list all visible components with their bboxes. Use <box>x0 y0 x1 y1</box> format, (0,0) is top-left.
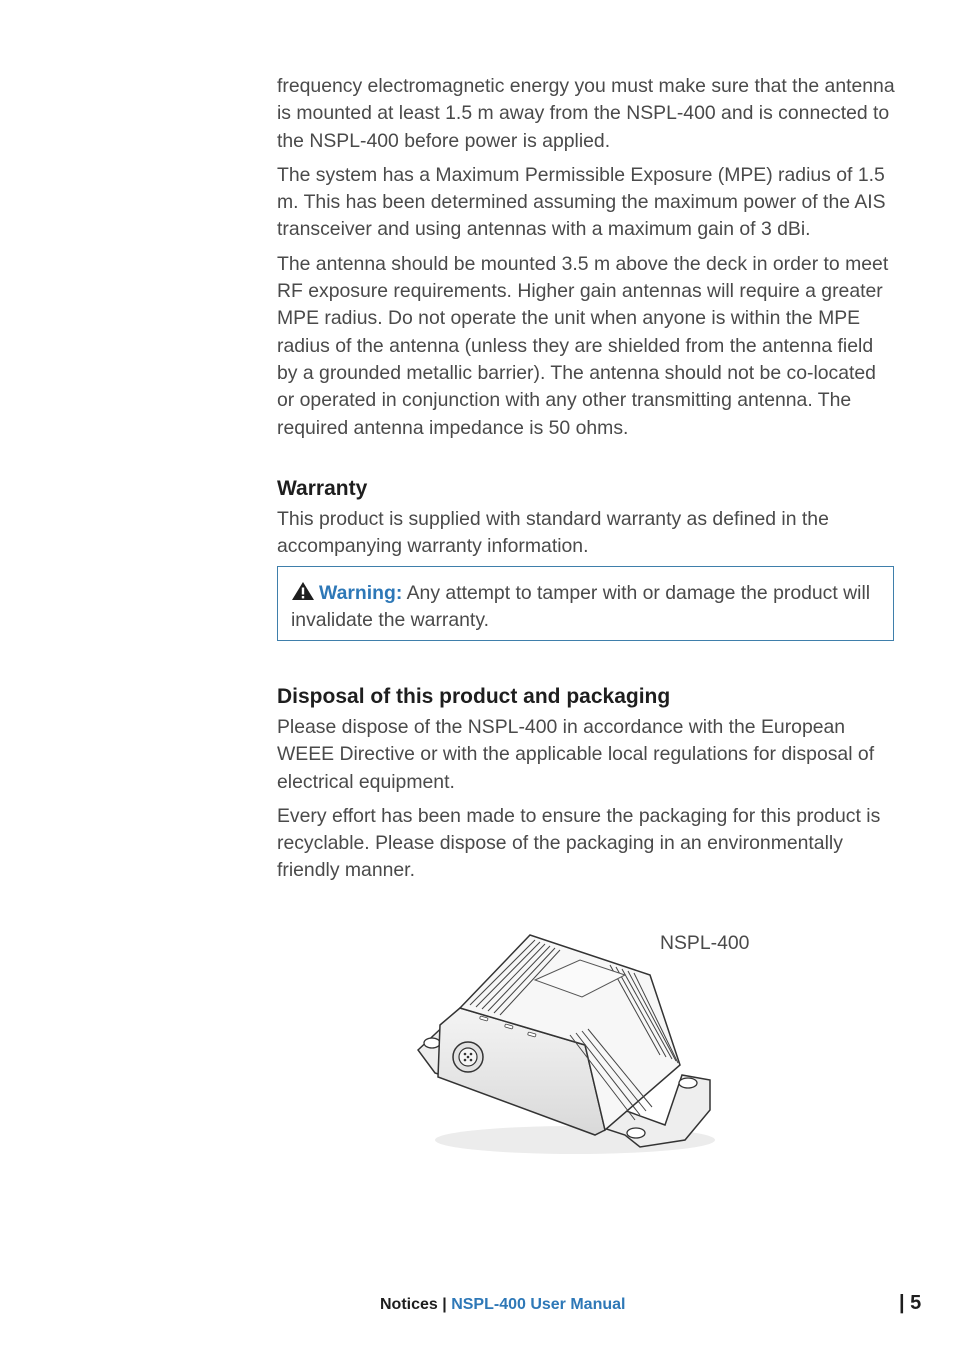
disposal-heading: Disposal of this product and packaging <box>277 685 671 708</box>
page-number-value: 5 <box>910 1292 922 1314</box>
warning-triangle-icon <box>291 581 315 601</box>
page-footer <box>380 1294 780 1316</box>
warranty-section <box>277 475 897 561</box>
warning-message: Any attempt to tamper with or damage the product will invalidate the warranty. <box>291 582 871 632</box>
disposal-section <box>277 683 897 885</box>
paragraph-antenna-mounting: The antenna should be mounted 3.5 m above the deck in order to meet RF exposure requirements. Higher gain antennas will require a greater MPE radius. Do not operate the unit when anyone is within the MPE radius of the antenna (unless they are shielded from the antenna field by a grounded metallic barrier). The antenna should not be co-located or operated in conjunction with any other transmitting antenna. The required antenna impedance is 50 ohms. <box>277 252 889 439</box>
warranty-text: This product is supplied with standard warranty as defined in the accompanying warranty information. <box>277 508 829 558</box>
intro-section <box>277 73 897 442</box>
figure-caption: NSPL-400 <box>660 932 750 954</box>
footer-section: Notices <box>380 1296 438 1313</box>
paragraph-weee: Please dispose of the NSPL-400 in accordance with the European WEEE Directive or with the applicable local regulations for disposal of electrical equipment. <box>277 716 875 793</box>
warning-content <box>291 580 881 635</box>
warning-label: Warning: <box>319 582 403 604</box>
footer-separator: | <box>442 1296 447 1313</box>
paragraph-rf-exposure: frequency electromagnetic energy you must make sure that the antenna is mounted at least 1.5 m away from the NSPL-400 and is connected to the NSPL-400 before power is applied. <box>277 75 895 152</box>
page-number-bar: | <box>899 1292 905 1314</box>
paragraph-mpe-radius: The system has a Maximum Permissible Exposure (MPE) radius of 1.5 m. This has been determined assuming the maximum power of the AIS transceiver and using antennas with a maximum gain of 3 dBi. <box>277 163 886 241</box>
footer-manual-title: NSPL-400 User Manual <box>451 1296 626 1313</box>
warning-box <box>277 566 894 641</box>
warranty-heading: Warranty <box>277 477 368 500</box>
page-number <box>899 1290 921 1316</box>
nspl-400-device-illustration <box>410 925 720 1160</box>
paragraph-packaging: Every effort has been made to ensure the packaging for this product is recyclable. Please dispose of the packaging in an environmentally friendly manner. <box>277 804 881 882</box>
